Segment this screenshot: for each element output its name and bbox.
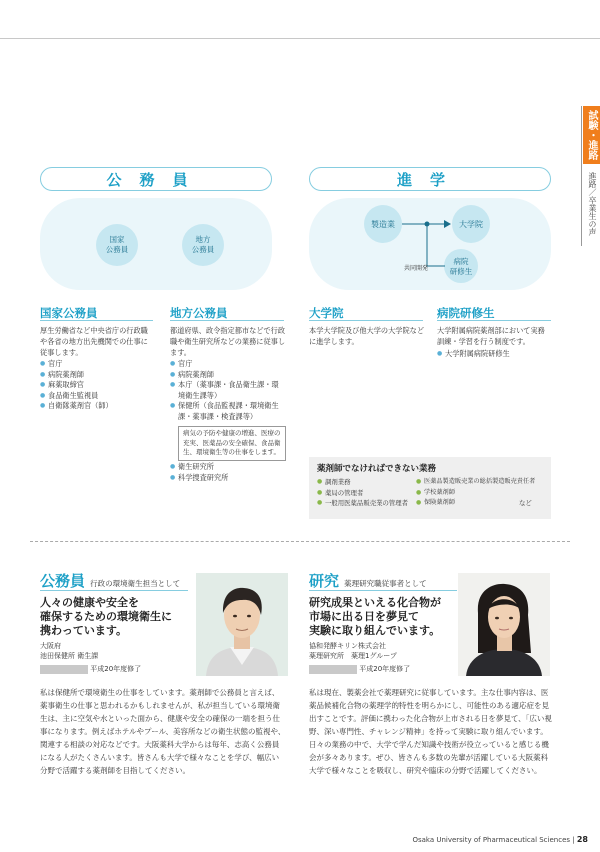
name-redacted	[40, 665, 88, 674]
tasks-list-left	[317, 477, 429, 509]
university-name: Osaka University of Pharmaceutical Sciences	[412, 836, 571, 844]
grad-label: 大学院	[459, 220, 483, 229]
local-title-rule	[170, 320, 284, 321]
person-photo-male	[196, 573, 288, 676]
section-tab[interactable]: 試験・進路	[583, 106, 600, 164]
list-item: ● 学校薬剤師	[416, 488, 550, 499]
local-circle-label: 地方公務員	[191, 235, 215, 254]
list-item: ● 病院薬剤師	[170, 370, 285, 381]
advancement-diagram	[309, 198, 551, 290]
profile-left-role: 公務員	[40, 572, 86, 590]
profile-left-role-sub: 行政の環境衛生担当として	[90, 579, 181, 588]
org-dept: 薬理研究所 薬理1グループ	[309, 652, 397, 660]
national-description: 厚生労働省など中央省庁の行政職や各省の地方出先機関での仕事に従事します。	[40, 326, 148, 357]
section-subtitle: 進路／卒業生の声	[588, 172, 597, 236]
hospital-circle	[444, 249, 478, 283]
list-item: ● 食品衛生監視員	[40, 391, 156, 402]
national-circle-label: 国家公務員	[105, 235, 129, 254]
flow-arrowhead	[444, 220, 451, 228]
grad-school-description: 本学大学院及び他大学の大学院などに進学します。	[309, 326, 425, 346]
grad-school-rule	[309, 320, 423, 321]
grad-year: 平成20年度修了	[359, 665, 411, 673]
local-note: 病気の予防や健康の増進、医療の充実、医薬品の安全確保、食品衛生、環境衛生等の仕事をします。	[178, 426, 286, 461]
pharma-label: 製造業	[371, 220, 395, 229]
hospital-trainee-rule	[437, 320, 551, 321]
headline-line: 研究成果といえる化合物が	[309, 596, 441, 609]
page-footer	[412, 835, 588, 844]
footer-separator: |	[572, 836, 577, 844]
public-servant-diagram	[40, 198, 272, 290]
public-servant-header: 公務員	[40, 167, 272, 191]
headline-line: 実験に取り組んでいます。	[309, 624, 441, 637]
profile-left-org	[40, 641, 141, 674]
profile-right-org	[309, 641, 410, 674]
joint-label: 共同開発	[403, 265, 429, 272]
profile-left-photo	[196, 573, 288, 676]
national-title-rule	[40, 320, 153, 321]
profile-left-text: 私は保健所で環境衛生の仕事をしています。薬剤師で公務員と言えば、薬事衛生の仕事と思われるかもしれませんが、私が担当している環境衛生は、主に空気や水といった面から、健康や安全の確保の一端を担う仕事になります。例えばホテルやプール、美容所などの衛生状態の監視や、関連する相談の対応などです。大阪薬科大学からは毎年、志高く公務員になる人がたくさんいます。皆さんも大学で様々なことを学び、幅広い分野で活躍する薬剤師を目指してください。	[40, 688, 286, 775]
public-servant-circles	[40, 198, 272, 290]
pharmacist-only-tasks	[309, 457, 551, 519]
headline-line: 人々の健康や安全を	[40, 596, 139, 609]
headline-line: 確保するための環境衛生に	[40, 610, 172, 623]
grad-line	[40, 664, 141, 674]
local-description: 都道府県、政令指定都市などで行政職や衛生研究所などの業務に従事します。	[170, 326, 286, 357]
section-divider	[30, 541, 570, 542]
list-item: ● 科学捜査研究所	[170, 473, 285, 484]
profile-left-role-line	[40, 570, 180, 591]
hospital-trainee-description: 大学附属病院薬剤部において実務訓練・学習を行う制度です。	[437, 326, 545, 346]
local-title: 地方公務員	[170, 306, 228, 320]
list-item: ● 自衛隊薬剤官（師）	[40, 401, 156, 412]
grad-year: 平成20年度修了	[90, 665, 142, 673]
local-list-more	[170, 462, 285, 483]
hospital-trainee-list	[437, 349, 551, 360]
profile-right-role-line	[309, 570, 427, 591]
list-item: ● 本庁（薬事課・食品衛生課・環境衛生課等）	[170, 380, 285, 401]
profile-right-photo	[458, 573, 550, 676]
profile-right-text: 私は現在、製薬会社で薬理研究に従事しています。主な仕事内容は、医薬品候補化合物の薬理学的特性を明らかにし、可能性のある適応症を見出すことです。評価に携わった化合物が上市される日を夢見て、「広い視野、深い専門性、チャレンジ精神」を持って実験に取り組んでいます。日々の業務の中で、大学で学んだ知識や技術が役立っていると感じる機会が多々あります。ぜひ、皆さんも多数の先輩が活躍している大阪薬科大学で様々なことを吸収し、研究や臨床の分野で活躍してください。	[309, 688, 552, 775]
local-list	[170, 359, 285, 422]
list-item: ● 官庁	[170, 359, 285, 370]
profile-left-headline	[40, 596, 200, 638]
list-item: ● 衛生研究所	[170, 462, 285, 473]
list-item: ● 官庁	[40, 359, 156, 370]
grad-line	[309, 664, 410, 674]
list-item: ● 保健所（食品監視課・環境衛生課・薬事課・検査課等）	[170, 401, 285, 422]
top-rule	[0, 38, 600, 39]
advancement-header: 進学	[309, 167, 551, 191]
side-rule	[581, 106, 582, 246]
list-item: ● 麻薬取締官	[40, 380, 156, 391]
list-item: ● 調剤業務	[317, 477, 429, 488]
list-item: ● 一般用医薬品販売業の管理者	[317, 498, 429, 509]
headline-line: 市場に出る日を夢見て	[309, 610, 419, 623]
national-list	[40, 359, 156, 412]
list-item: ● 保険薬剤師	[416, 498, 550, 509]
org-name: 大阪府	[40, 642, 61, 650]
org-name: 協和発酵キリン株式会社	[309, 642, 386, 650]
profile-right-role: 研究	[309, 572, 340, 590]
list-item: ● 医薬品製造販売業の総括製造販売責任者	[416, 477, 550, 488]
org-dept: 池田保健所 衛生課	[40, 652, 99, 660]
hospital-trainee-title: 病院研修生	[437, 306, 495, 320]
name-redacted	[309, 665, 357, 674]
profile-right-headline	[309, 596, 469, 638]
profile-right-role-sub: 薬理研究職従事者として	[344, 579, 427, 588]
headline-line: 携わっています。	[40, 624, 128, 637]
profile-right-rule	[309, 590, 457, 591]
advancement-flow	[309, 198, 551, 290]
person-photo-female	[458, 573, 550, 676]
hospital-label: 病院研修生	[449, 257, 473, 276]
profile-left-rule	[40, 590, 188, 591]
national-title: 国家公務員	[40, 306, 98, 320]
list-item: ● 病院薬剤師	[40, 370, 156, 381]
tasks-title: 薬剤師でなければできない業務	[317, 464, 437, 474]
tasks-etc: など	[519, 499, 532, 507]
list-item: ● 大学附属病院研修生	[437, 349, 551, 360]
page-number: 28	[576, 835, 588, 844]
list-item: ● 薬局の管理者	[317, 488, 429, 499]
grad-school-title: 大学院	[309, 306, 344, 320]
